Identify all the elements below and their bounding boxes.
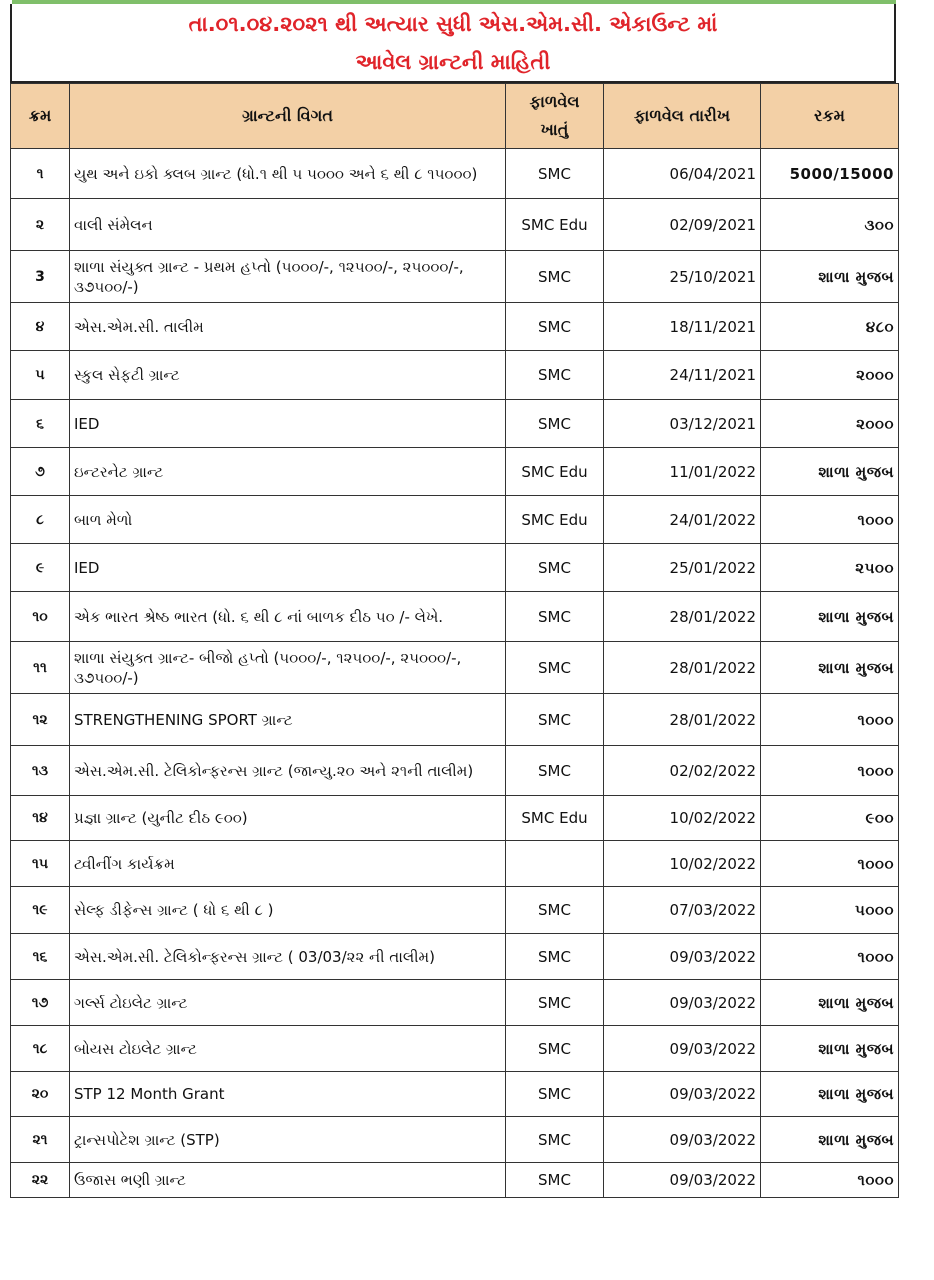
row-amount: શાળા મુજબ — [761, 1072, 899, 1117]
row-amount: ૧૦૦૦ — [761, 496, 899, 544]
row-account: SMC — [506, 251, 604, 303]
row-account: SMC — [506, 1163, 604, 1198]
row-serial: ૧૩ — [11, 746, 70, 796]
row-account: SMC — [506, 303, 604, 351]
row-account: SMC — [506, 1026, 604, 1072]
table-row — [11, 694, 899, 746]
row-date: 03/12/2021 — [604, 400, 761, 448]
table-row — [11, 796, 899, 841]
row-account: SMC — [506, 980, 604, 1026]
row-date: 07/03/2022 — [604, 887, 761, 934]
row-date: 18/11/2021 — [604, 303, 761, 351]
row-date: 02/02/2022 — [604, 746, 761, 796]
row-amount: શાળા મુજબ — [761, 980, 899, 1026]
table-body — [11, 149, 899, 1198]
document-title — [10, 4, 896, 83]
row-date: 02/09/2021 — [604, 199, 761, 251]
row-serial: ૨ — [11, 199, 70, 251]
row-serial: ૧૦ — [11, 592, 70, 642]
row-date: 06/04/2021 — [604, 149, 761, 199]
header-amount: રકમ — [761, 84, 899, 149]
row-amount: ૨૦૦૦ — [761, 351, 899, 400]
row-date: 09/03/2022 — [604, 980, 761, 1026]
table-row — [11, 887, 899, 934]
row-serial: ૨૧ — [11, 1117, 70, 1163]
header-allocated-date: ફાળવેલ તારીખ — [604, 84, 761, 149]
row-account: SMC — [506, 351, 604, 400]
row-serial: ૭ — [11, 448, 70, 496]
row-amount: ૧૦૦૦ — [761, 841, 899, 887]
row-grant-details: શાળા સંયુક્ત ગ્રાન્ટ - પ્રથમ હપ્તો (૫૦૦૦/-, ૧૨૫૦૦/-, ૨૫૦૦૦/-, ૩૭૫૦૦/-) — [70, 251, 506, 303]
table-row — [11, 400, 899, 448]
row-date: 25/01/2022 — [604, 544, 761, 592]
row-account: SMC — [506, 746, 604, 796]
row-serial: ૧૮ — [11, 1026, 70, 1072]
row-serial: ૧૫ — [11, 841, 70, 887]
row-date: 25/10/2021 — [604, 251, 761, 303]
table-row — [11, 351, 899, 400]
row-grant-details: બાળ મેળો — [70, 496, 506, 544]
grant-table — [10, 83, 899, 1198]
header-serial: ક્રમ — [11, 84, 70, 149]
table-row — [11, 934, 899, 980]
row-grant-details: IED — [70, 544, 506, 592]
row-amount: 5000/15000 — [761, 149, 899, 199]
row-grant-details: IED — [70, 400, 506, 448]
row-date: 09/03/2022 — [604, 1026, 761, 1072]
row-serial: ૯ — [11, 544, 70, 592]
row-account: SMC — [506, 592, 604, 642]
row-serial: ૨૦ — [11, 1072, 70, 1117]
row-grant-details: શાળા સંયુક્ત ગ્રાન્ટ- બીજો હપ્તો (૫૦૦૦/-, ૧૨૫૦૦/-, ૨૫૦૦૦/-, ૩૭૫૦૦/-) — [70, 642, 506, 694]
row-grant-details: એક ભારત શ્રેષ્ઠ ભારત (ધો. ૬ થી ૮ નાં બાળક દીઠ ૫૦ /- લેખે. — [70, 592, 506, 642]
row-date: 09/03/2022 — [604, 934, 761, 980]
row-grant-details: ઉજાસ ભણી ગ્રાન્ટ — [70, 1163, 506, 1198]
row-amount: ૧૦૦૦ — [761, 1163, 899, 1198]
row-amount: શાળા મુજબ — [761, 251, 899, 303]
row-date: 09/03/2022 — [604, 1072, 761, 1117]
row-account: SMC — [506, 887, 604, 934]
row-account: SMC — [506, 400, 604, 448]
row-serial: ૨૨ — [11, 1163, 70, 1198]
row-serial: ૫ — [11, 351, 70, 400]
row-grant-details: યુથ અને ઇકો ક્લબ ગ્રાન્ટ (ધો.૧ થી ૫ ૫૦૦૦ અને ૬ થી ૮ ૧૫૦૦૦) — [70, 149, 506, 199]
row-account: SMC Edu — [506, 796, 604, 841]
row-account: SMC Edu — [506, 448, 604, 496]
header-grant-details: ગ્રાન્ટની વિગત — [70, 84, 506, 149]
row-grant-details: પ્રજ્ઞા ગ્રાન્ટ (યુનીટ દીઠ ૯૦૦) — [70, 796, 506, 841]
row-grant-details: એસ.એમ.સી. તાલીમ — [70, 303, 506, 351]
table-row — [11, 980, 899, 1026]
row-grant-details: ઇન્ટરનેટ ગ્રાન્ટ — [70, 448, 506, 496]
row-date: 11/01/2022 — [604, 448, 761, 496]
table-row — [11, 149, 899, 199]
row-amount: ૩૦૦ — [761, 199, 899, 251]
row-grant-details: STRENGTHENING SPORT ગ્રાન્ટ — [70, 694, 506, 746]
row-account: SMC — [506, 1072, 604, 1117]
header-account-line-2: ખાતું — [540, 120, 569, 139]
row-account: SMC — [506, 544, 604, 592]
row-date: 24/01/2022 — [604, 496, 761, 544]
header-account-line-1: ફાળવેલ — [529, 92, 580, 111]
row-serial: ૪ — [11, 303, 70, 351]
table-header-row — [11, 84, 899, 149]
table-row — [11, 746, 899, 796]
row-amount: શાળા મુજબ — [761, 448, 899, 496]
row-serial: ૧૨ — [11, 694, 70, 746]
row-amount: શાળા મુજબ — [761, 1026, 899, 1072]
table-row — [11, 1072, 899, 1117]
row-date: 09/03/2022 — [604, 1163, 761, 1198]
row-serial: ૧૧ — [11, 642, 70, 694]
table-row — [11, 199, 899, 251]
row-date: 10/02/2022 — [604, 796, 761, 841]
row-grant-details: ટ્રાન્સપોટેશ ગ્રાન્ટ (STP) — [70, 1117, 506, 1163]
row-account: SMC — [506, 1117, 604, 1163]
row-grant-details: બોયસ ટોઇલેટ ગ્રાન્ટ — [70, 1026, 506, 1072]
row-amount: ૫૦૦૦ — [761, 887, 899, 934]
row-account: SMC Edu — [506, 199, 604, 251]
title-line-2: આવેલ ગ્રાન્ટની માહિતી — [355, 50, 551, 74]
row-serial: ૧૪ — [11, 796, 70, 841]
row-amount: ૨૫૦૦ — [761, 544, 899, 592]
row-date: 10/02/2022 — [604, 841, 761, 887]
table-row — [11, 496, 899, 544]
table-row — [11, 1026, 899, 1072]
row-amount: શાળા મુજબ — [761, 592, 899, 642]
table-row — [11, 1117, 899, 1163]
row-account: SMC Edu — [506, 496, 604, 544]
row-grant-details: સેલ્ફ ડીફેન્સ ગ્રાન્ટ ( ધો ૬ થી ૮ ) — [70, 887, 506, 934]
table-row — [11, 1163, 899, 1198]
row-serial: ૧ — [11, 149, 70, 199]
row-serial: ૧૭ — [11, 980, 70, 1026]
row-date: 28/01/2022 — [604, 694, 761, 746]
header-allocated-account — [506, 84, 604, 149]
row-account — [506, 841, 604, 887]
table-row — [11, 448, 899, 496]
table-row — [11, 642, 899, 694]
row-date: 24/11/2021 — [604, 351, 761, 400]
row-amount: ૧૦૦૦ — [761, 746, 899, 796]
row-date: 28/01/2022 — [604, 642, 761, 694]
table-row — [11, 592, 899, 642]
row-amount: ૯૦૦ — [761, 796, 899, 841]
row-grant-details: એસ.એમ.સી. ટેલિકોન્ફરન્સ ગ્રાન્ટ (જાન્યુ.૨૦ અને ૨૧ની તાલીમ) — [70, 746, 506, 796]
row-amount: શાળા મુજબ — [761, 1117, 899, 1163]
row-amount: ૧૦૦૦ — [761, 694, 899, 746]
row-serial: ૮ — [11, 496, 70, 544]
row-grant-details: STP 12 Month Grant — [70, 1072, 506, 1117]
table-row — [11, 841, 899, 887]
row-amount: ૧૦૦૦ — [761, 934, 899, 980]
row-serial: 3 — [11, 251, 70, 303]
row-grant-details: એસ.એમ.સી. ટેલિકોન્ફરન્સ ગ્રાન્ટ ( 03/03/૨૨ ની તાલીમ) — [70, 934, 506, 980]
table-row — [11, 544, 899, 592]
row-date: 09/03/2022 — [604, 1117, 761, 1163]
row-serial: ૧૯ — [11, 887, 70, 934]
row-account: SMC — [506, 694, 604, 746]
row-grant-details: સ્કુલ સેફટી ગ્રાન્ટ — [70, 351, 506, 400]
row-grant-details: વાલી સંમેલન — [70, 199, 506, 251]
table-row — [11, 303, 899, 351]
row-serial: ૧૬ — [11, 934, 70, 980]
title-line-1: તા.૦૧.૦૪.૨૦૨૧ થી અત્યાર સુધી એસ.એમ.સી. એકાઉન્ટ માં — [188, 12, 718, 36]
table-row — [11, 251, 899, 303]
row-grant-details: ગર્લ્સ ટોઇલેટ ગ્રાન્ટ — [70, 980, 506, 1026]
row-account: SMC — [506, 642, 604, 694]
row-amount: શાળા મુજબ — [761, 642, 899, 694]
row-serial: ૬ — [11, 400, 70, 448]
row-account: SMC — [506, 149, 604, 199]
row-date: 28/01/2022 — [604, 592, 761, 642]
row-amount: ૨૦૦૦ — [761, 400, 899, 448]
row-grant-details: ટ્વીનીંગ કાર્યક્રમ — [70, 841, 506, 887]
row-amount: ૪૮૦ — [761, 303, 899, 351]
row-account: SMC — [506, 934, 604, 980]
